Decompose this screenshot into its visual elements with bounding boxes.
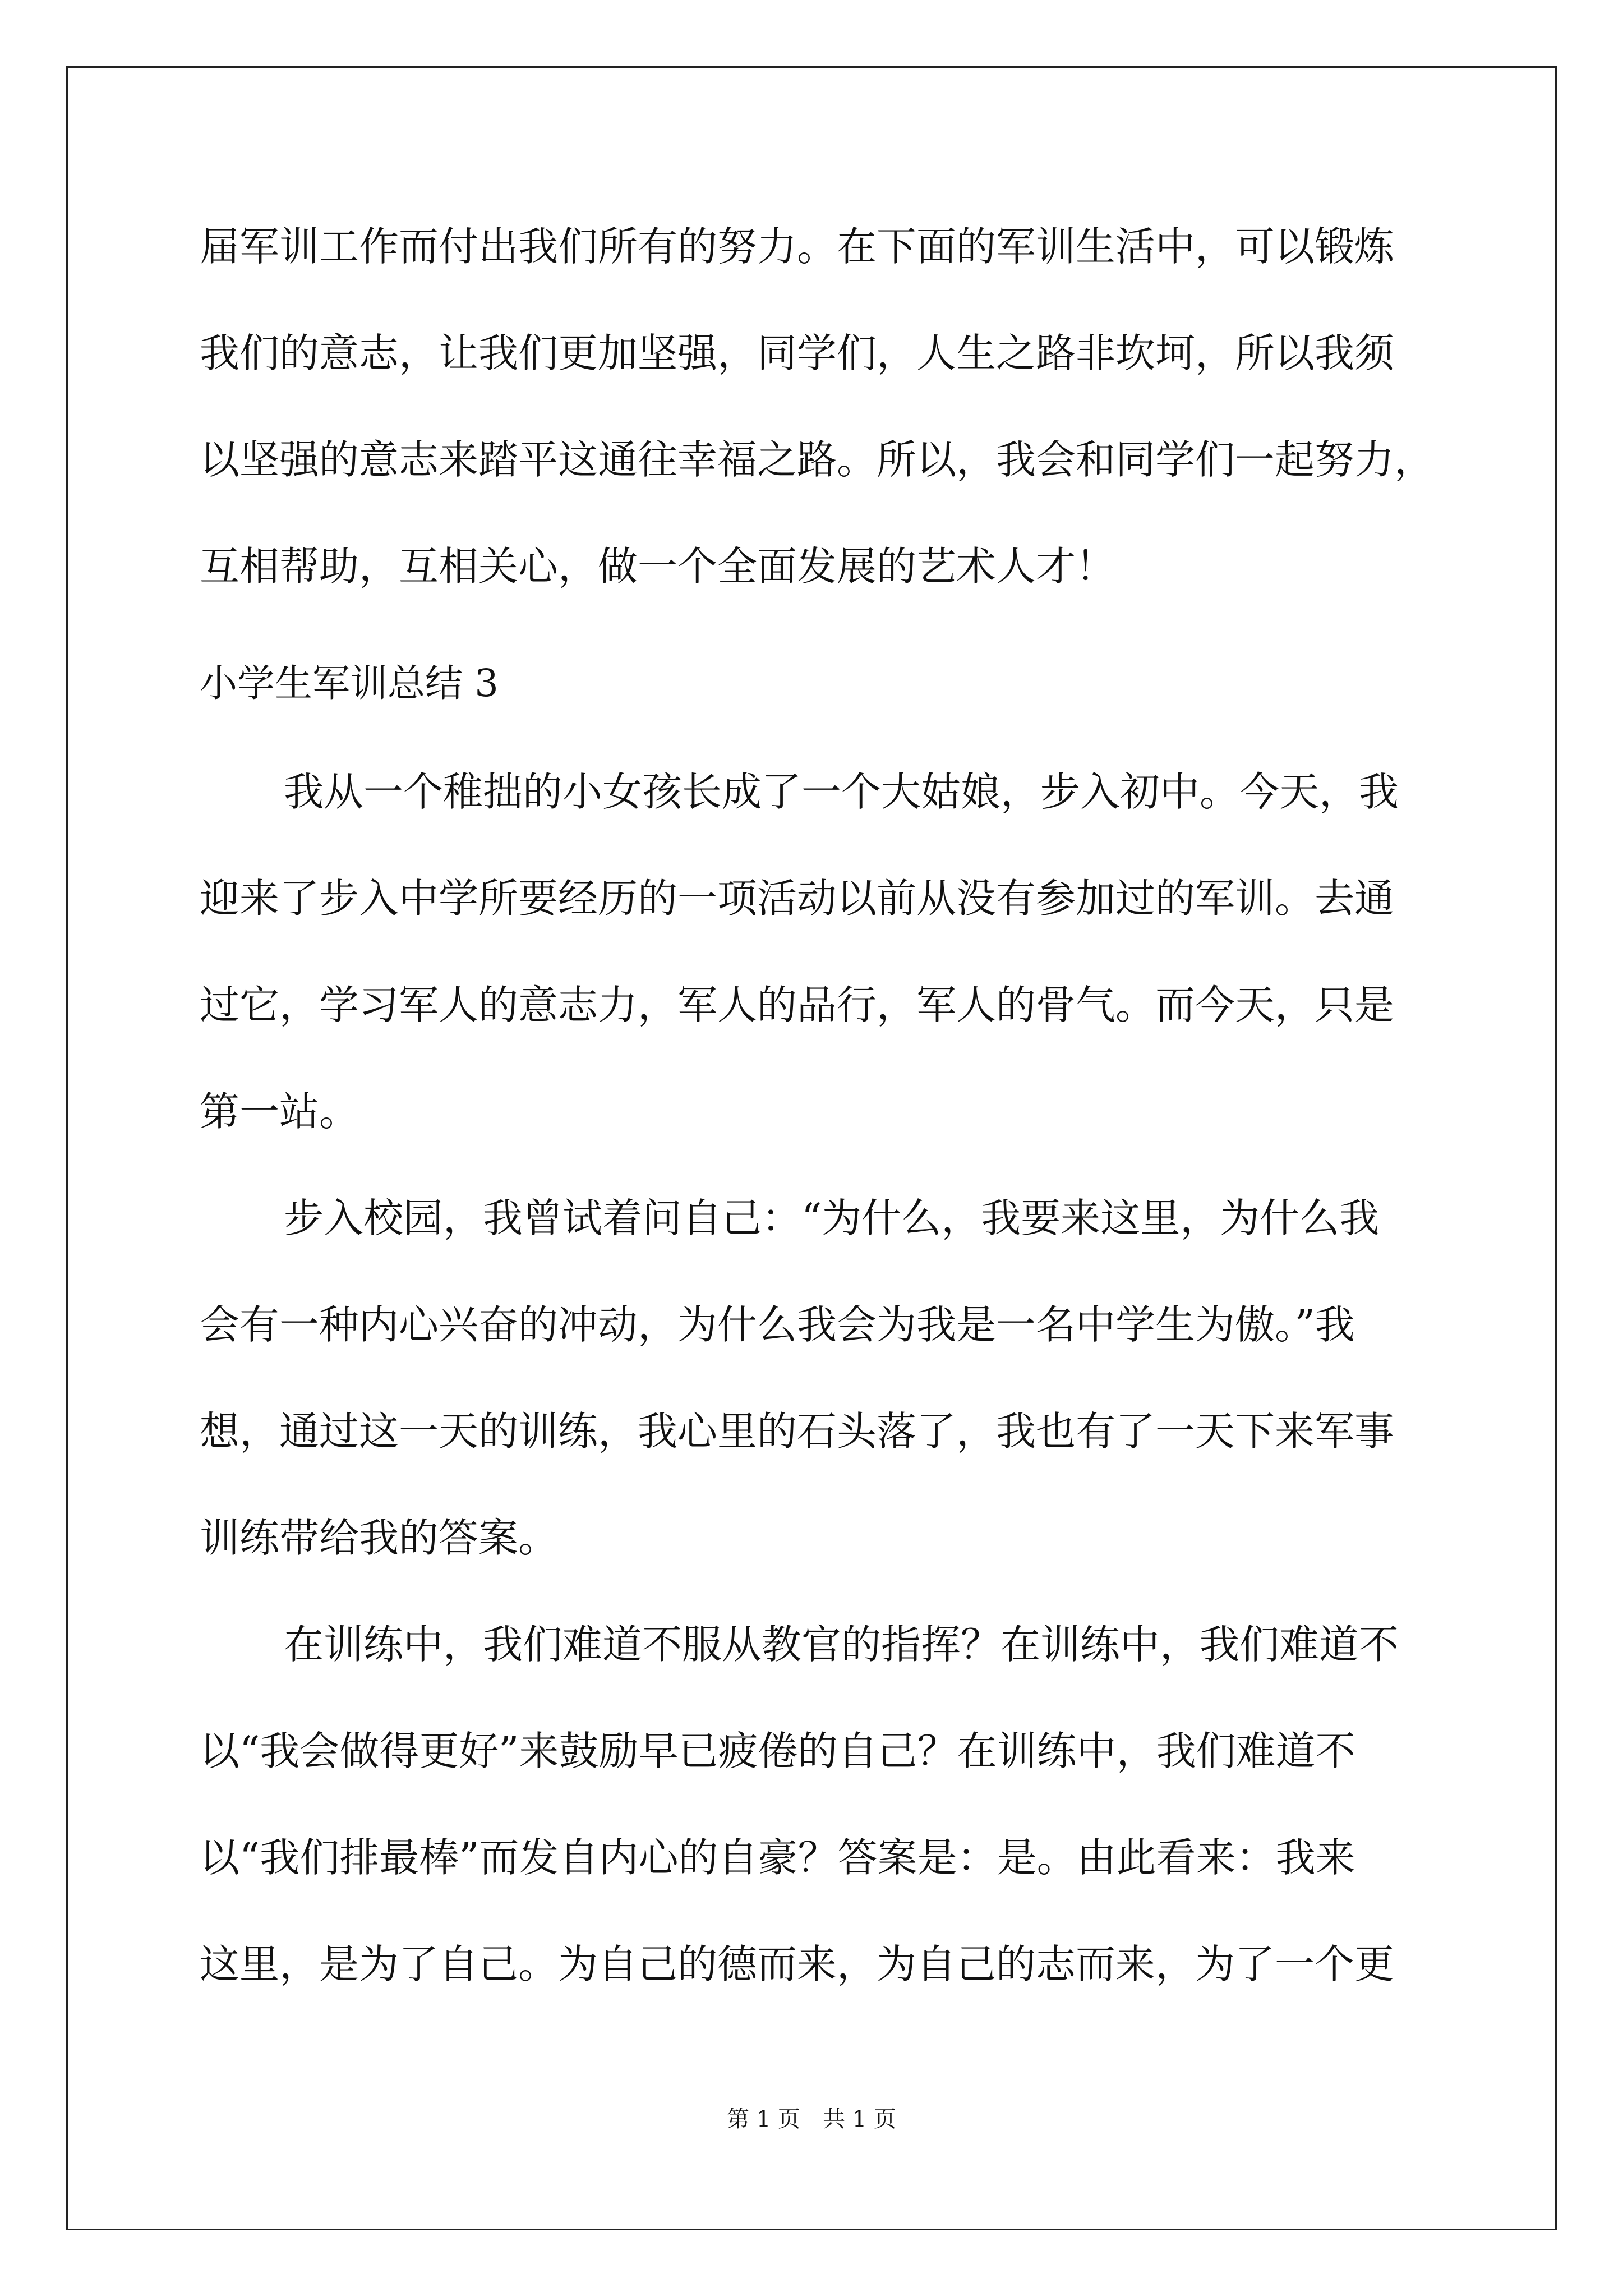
page-border bbox=[66, 66, 1557, 2230]
paragraph-2-line-4: 训练带给我的答案。 bbox=[200, 1515, 559, 1561]
paragraph-2-line-3: 想，通过这一天的训练，我心里的石头落了，我也有了一天下来军事 bbox=[200, 1408, 1395, 1455]
paragraph-1-line-4: 第一站。 bbox=[200, 1088, 359, 1135]
paragraph-2-line-2: 会有一种内心兴奋的冲动，为什么我会为我是一名中学生为傲。”我 bbox=[200, 1301, 1355, 1348]
paragraph-1-line-1: 我从一个稚拙的小女孩长成了一个大姑娘，步入初中。今天，我 bbox=[284, 769, 1399, 815]
paragraph-3-line-3: 以“我们排最棒”而发自内心的自豪？答案是：是。由此看来：我来 bbox=[200, 1834, 1355, 1881]
text-line-3: 以坚强的意志来踏平这通往幸福之路。所以，我会和同学们一起努力， bbox=[200, 436, 1435, 483]
page-number-footer: 第 1 页 共 1 页 bbox=[727, 2106, 896, 2132]
paragraph-2-line-1: 步入校园，我曾试着问自己：“为什么，我要来这里，为什么我 bbox=[284, 1195, 1380, 1241]
paragraph-3-line-1: 在训练中，我们难道不服从教官的指挥？在训练中，我们难道不 bbox=[284, 1621, 1399, 1668]
paragraph-1-line-3: 过它，学习军人的意志力，军人的品行，军人的骨气。而今天，只是 bbox=[200, 982, 1395, 1028]
text-line-1: 届军训工作而付出我们所有的努力。在下面的军训生活中，可以锻炼 bbox=[200, 223, 1395, 270]
paragraph-1-line-2: 迎来了步入中学所要经历的一项活动以前从没有参加过的军训。去通 bbox=[200, 875, 1395, 922]
paragraph-3-line-4: 这里，是为了自己。为自己的德而来，为自己的志而来，为了一个更 bbox=[200, 1941, 1395, 1987]
text-line-2: 我们的意志，让我们更加坚强，同学们，人生之路非坎坷，所以我须 bbox=[200, 330, 1395, 376]
paragraph-3-line-2: 以“我会做得更好”来鼓励早已疲倦的自己？在训练中，我们难道不 bbox=[200, 1728, 1355, 1774]
text-line-4: 互相帮助，互相关心，做一个全面发展的艺术人才！ bbox=[200, 543, 1116, 590]
section-heading: 小学生军训总结 3 bbox=[200, 661, 499, 705]
